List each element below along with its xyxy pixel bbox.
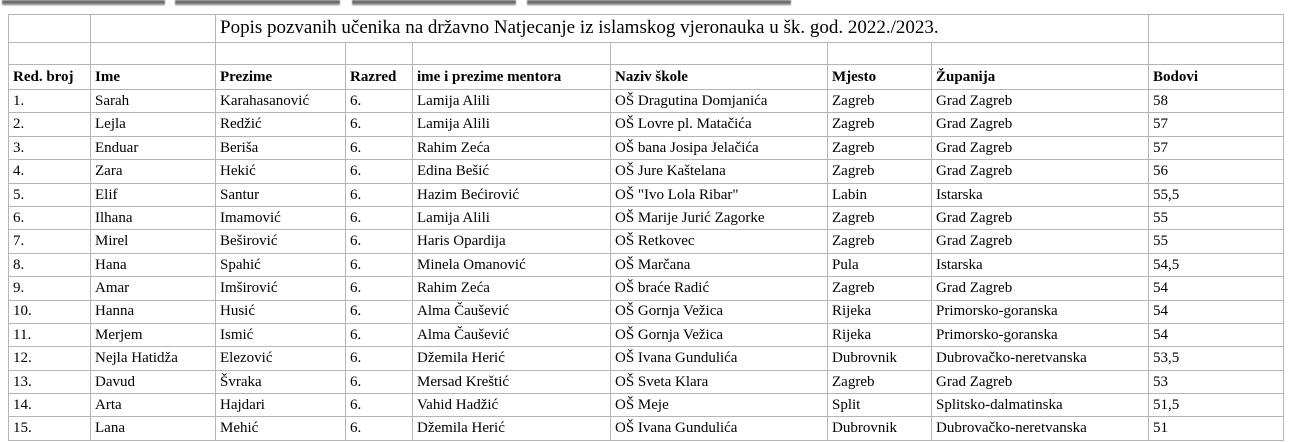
cell-red_broj: 3. bbox=[9, 136, 91, 159]
cell-zupanija: Grad Zagreb bbox=[932, 136, 1149, 159]
cell-razred: 6. bbox=[346, 183, 413, 206]
cell-mjesto: Labin bbox=[828, 183, 932, 206]
cell-ime: Amar bbox=[91, 277, 216, 300]
cell-prezime: Mehić bbox=[216, 417, 346, 440]
cell-zupanija: Istarska bbox=[932, 253, 1149, 276]
cell-ime: Zara bbox=[91, 160, 216, 183]
cell-razred: 6. bbox=[346, 230, 413, 253]
cell-ime: Mirel bbox=[91, 230, 216, 253]
cell-mjesto: Zagreb bbox=[828, 230, 932, 253]
cell-prezime: Redžić bbox=[216, 113, 346, 136]
cell-zupanija: Grad Zagreb bbox=[932, 113, 1149, 136]
cell-razred: 6. bbox=[346, 277, 413, 300]
empty-cell bbox=[346, 43, 413, 65]
cell-mjesto: Zagreb bbox=[828, 90, 932, 113]
browser-tab-stub[interactable] bbox=[2, 0, 165, 6]
cell-red_broj: 8. bbox=[9, 253, 91, 276]
cell-ime: Lejla bbox=[91, 113, 216, 136]
cell-red_broj: 1. bbox=[9, 90, 91, 113]
table-row bbox=[9, 113, 1284, 136]
cell-mentor: Mersad Kreštić bbox=[413, 370, 611, 393]
cell-prezime: Karahasanović bbox=[216, 90, 346, 113]
cell-red_broj: 4. bbox=[9, 160, 91, 183]
cell-mentor: Lamija Alili bbox=[413, 90, 611, 113]
cell-bodovi: 55 bbox=[1149, 206, 1284, 229]
cell-prezime: Ismić bbox=[216, 323, 346, 346]
empty-cell bbox=[9, 15, 91, 43]
table-row bbox=[9, 394, 1284, 417]
cell-razred: 6. bbox=[346, 113, 413, 136]
browser-tab-stub[interactable] bbox=[352, 0, 516, 6]
cell-mentor: Haris Opardija bbox=[413, 230, 611, 253]
cell-skola: OŠ Dragutina Domjanića bbox=[611, 90, 828, 113]
cell-red_broj: 2. bbox=[9, 113, 91, 136]
cell-prezime: Spahić bbox=[216, 253, 346, 276]
cell-skola: OŠ bana Josipa Jelačića bbox=[611, 136, 828, 159]
cell-skola: OŠ Retkovec bbox=[611, 230, 828, 253]
table-row bbox=[9, 230, 1284, 253]
cell-ime: Arta bbox=[91, 394, 216, 417]
cell-mentor: Džemila Herić bbox=[413, 347, 611, 370]
cell-mjesto: Pula bbox=[828, 253, 932, 276]
cell-ime: Nejla Hatidža bbox=[91, 347, 216, 370]
cell-mentor: Lamija Alili bbox=[413, 206, 611, 229]
cell-prezime: Imamović bbox=[216, 206, 346, 229]
cell-red_broj: 9. bbox=[9, 277, 91, 300]
tab-strip bbox=[0, 0, 1300, 7]
table-row bbox=[9, 206, 1284, 229]
cell-ime: Ilhana bbox=[91, 206, 216, 229]
cell-zupanija: Grad Zagreb bbox=[932, 230, 1149, 253]
cell-ime: Merjem bbox=[91, 323, 216, 346]
column-header-bodovi: Bodovi bbox=[1149, 65, 1284, 90]
cell-mentor: Džemila Herić bbox=[413, 417, 611, 440]
cell-prezime: Švraka bbox=[216, 370, 346, 393]
cell-mjesto: Zagreb bbox=[828, 113, 932, 136]
table-row bbox=[9, 160, 1284, 183]
cell-razred: 6. bbox=[346, 300, 413, 323]
cell-red_broj: 7. bbox=[9, 230, 91, 253]
cell-skola: OŠ Sveta Klara bbox=[611, 370, 828, 393]
cell-mentor: Alma Čaušević bbox=[413, 323, 611, 346]
cell-zupanija: Dubrovačko-neretvanska bbox=[932, 417, 1149, 440]
cell-mjesto: Rijeka bbox=[828, 300, 932, 323]
cell-red_broj: 12. bbox=[9, 347, 91, 370]
table-title: Popis pozvanih učenika na državno Natjecanje iz islamskog vjeronauka u šk. god. 2022./2023. bbox=[216, 15, 1149, 43]
cell-prezime: Beširović bbox=[216, 230, 346, 253]
browser-tab-stub[interactable] bbox=[175, 0, 340, 6]
cell-red_broj: 5. bbox=[9, 183, 91, 206]
cell-razred: 6. bbox=[346, 90, 413, 113]
cell-razred: 6. bbox=[346, 136, 413, 159]
cell-skola: OŠ Meje bbox=[611, 394, 828, 417]
cell-bodovi: 55,5 bbox=[1149, 183, 1284, 206]
cell-mentor: Alma Čaušević bbox=[413, 300, 611, 323]
header-row bbox=[9, 65, 1284, 90]
cell-skola: OŠ Ivana Gundulića bbox=[611, 347, 828, 370]
cell-prezime: Santur bbox=[216, 183, 346, 206]
empty-cell bbox=[413, 43, 611, 65]
empty-cell bbox=[828, 43, 932, 65]
empty-cell bbox=[91, 43, 216, 65]
cell-mjesto: Rijeka bbox=[828, 323, 932, 346]
empty-cell bbox=[1149, 43, 1284, 65]
cell-razred: 6. bbox=[346, 417, 413, 440]
cell-bodovi: 54 bbox=[1149, 300, 1284, 323]
table-row bbox=[9, 300, 1284, 323]
empty-cell bbox=[91, 15, 216, 43]
cell-bodovi: 54 bbox=[1149, 277, 1284, 300]
cell-mentor: Vahid Hadžić bbox=[413, 394, 611, 417]
cell-zupanija: Primorsko-goranska bbox=[932, 300, 1149, 323]
cell-red_broj: 14. bbox=[9, 394, 91, 417]
cell-mentor: Minela Omanović bbox=[413, 253, 611, 276]
cell-mjesto: Split bbox=[828, 394, 932, 417]
cell-bodovi: 55 bbox=[1149, 230, 1284, 253]
cell-zupanija: Grad Zagreb bbox=[932, 90, 1149, 113]
cell-zupanija: Istarska bbox=[932, 183, 1149, 206]
cell-red_broj: 15. bbox=[9, 417, 91, 440]
column-header-red_broj: Red. broj bbox=[9, 65, 91, 90]
empty-cell bbox=[1149, 15, 1284, 43]
spacer-row bbox=[9, 43, 1284, 65]
cell-skola: OŠ braće Radić bbox=[611, 277, 828, 300]
cell-razred: 6. bbox=[346, 370, 413, 393]
cell-zupanija: Grad Zagreb bbox=[932, 370, 1149, 393]
cell-bodovi: 57 bbox=[1149, 136, 1284, 159]
cell-mentor: Rahim Zeća bbox=[413, 136, 611, 159]
cell-mjesto: Zagreb bbox=[828, 136, 932, 159]
column-header-zupanija: Županija bbox=[932, 65, 1149, 90]
cell-bodovi: 51 bbox=[1149, 417, 1284, 440]
empty-cell bbox=[611, 43, 828, 65]
column-header-razred: Razred bbox=[346, 65, 413, 90]
cell-bodovi: 58 bbox=[1149, 90, 1284, 113]
cell-zupanija: Grad Zagreb bbox=[932, 206, 1149, 229]
cell-zupanija: Dubrovačko-neretvanska bbox=[932, 347, 1149, 370]
results-table bbox=[8, 14, 1284, 441]
cell-red_broj: 13. bbox=[9, 370, 91, 393]
cell-mentor: Lamija Alili bbox=[413, 113, 611, 136]
cell-bodovi: 53 bbox=[1149, 370, 1284, 393]
cell-red_broj: 10. bbox=[9, 300, 91, 323]
column-header-mentor: ime i prezime mentora bbox=[413, 65, 611, 90]
cell-zupanija: Primorsko-goranska bbox=[932, 323, 1149, 346]
cell-ime: Hana bbox=[91, 253, 216, 276]
empty-cell bbox=[216, 43, 346, 65]
table-row bbox=[9, 136, 1284, 159]
cell-red_broj: 6. bbox=[9, 206, 91, 229]
cell-razred: 6. bbox=[346, 347, 413, 370]
column-header-ime: Ime bbox=[91, 65, 216, 90]
title-row bbox=[9, 15, 1284, 43]
cell-prezime: Hekić bbox=[216, 160, 346, 183]
cell-red_broj: 11. bbox=[9, 323, 91, 346]
cell-mentor: Edina Bešić bbox=[413, 160, 611, 183]
cell-razred: 6. bbox=[346, 253, 413, 276]
cell-ime: Lana bbox=[91, 417, 216, 440]
table-row bbox=[9, 370, 1284, 393]
cell-mentor: Hazim Bećirović bbox=[413, 183, 611, 206]
cell-razred: 6. bbox=[346, 394, 413, 417]
cell-razred: 6. bbox=[346, 160, 413, 183]
table-row bbox=[9, 323, 1284, 346]
table-row bbox=[9, 347, 1284, 370]
table-row bbox=[9, 183, 1284, 206]
cell-bodovi: 51,5 bbox=[1149, 394, 1284, 417]
cell-ime: Sarah bbox=[91, 90, 216, 113]
cell-prezime: Elezović bbox=[216, 347, 346, 370]
cell-razred: 6. bbox=[346, 206, 413, 229]
cell-ime: Elif bbox=[91, 183, 216, 206]
column-header-prezime: Prezime bbox=[216, 65, 346, 90]
column-header-skola: Naziv škole bbox=[611, 65, 828, 90]
empty-cell bbox=[9, 43, 91, 65]
cell-bodovi: 54 bbox=[1149, 323, 1284, 346]
cell-skola: OŠ Lovre pl. Matačića bbox=[611, 113, 828, 136]
cell-zupanija: Grad Zagreb bbox=[932, 160, 1149, 183]
cell-mjesto: Dubrovnik bbox=[828, 347, 932, 370]
cell-prezime: Husić bbox=[216, 300, 346, 323]
table-row bbox=[9, 417, 1284, 440]
cell-ime: Davud bbox=[91, 370, 216, 393]
cell-mjesto: Dubrovnik bbox=[828, 417, 932, 440]
cell-skola: OŠ Jure Kaštelana bbox=[611, 160, 828, 183]
cell-mjesto: Zagreb bbox=[828, 370, 932, 393]
cell-skola: OŠ Marčana bbox=[611, 253, 828, 276]
cell-skola: OŠ "Ivo Lola Ribar" bbox=[611, 183, 828, 206]
cell-bodovi: 56 bbox=[1149, 160, 1284, 183]
cell-skola: OŠ Ivana Gundulića bbox=[611, 417, 828, 440]
cell-bodovi: 53,5 bbox=[1149, 347, 1284, 370]
cell-mjesto: Zagreb bbox=[828, 277, 932, 300]
cell-bodovi: 57 bbox=[1149, 113, 1284, 136]
table-row bbox=[9, 277, 1284, 300]
cell-mentor: Rahim Zeća bbox=[413, 277, 611, 300]
column-header-mjesto: Mjesto bbox=[828, 65, 932, 90]
browser-tab-stub[interactable] bbox=[527, 0, 791, 6]
cell-skola: OŠ Gornja Vežica bbox=[611, 323, 828, 346]
cell-ime: Hanna bbox=[91, 300, 216, 323]
cell-skola: OŠ Marije Jurić Zagorke bbox=[611, 206, 828, 229]
cell-prezime: Hajdari bbox=[216, 394, 346, 417]
cell-ime: Enduar bbox=[91, 136, 216, 159]
table-row bbox=[9, 253, 1284, 276]
cell-prezime: Beriša bbox=[216, 136, 346, 159]
cell-zupanija: Grad Zagreb bbox=[932, 277, 1149, 300]
cell-zupanija: Splitsko-dalmatinska bbox=[932, 394, 1149, 417]
cell-razred: 6. bbox=[346, 323, 413, 346]
cell-prezime: Imširović bbox=[216, 277, 346, 300]
cell-bodovi: 54,5 bbox=[1149, 253, 1284, 276]
cell-mjesto: Zagreb bbox=[828, 206, 932, 229]
cell-mjesto: Zagreb bbox=[828, 160, 932, 183]
empty-cell bbox=[932, 43, 1149, 65]
table-row bbox=[9, 90, 1284, 113]
cell-skola: OŠ Gornja Vežica bbox=[611, 300, 828, 323]
